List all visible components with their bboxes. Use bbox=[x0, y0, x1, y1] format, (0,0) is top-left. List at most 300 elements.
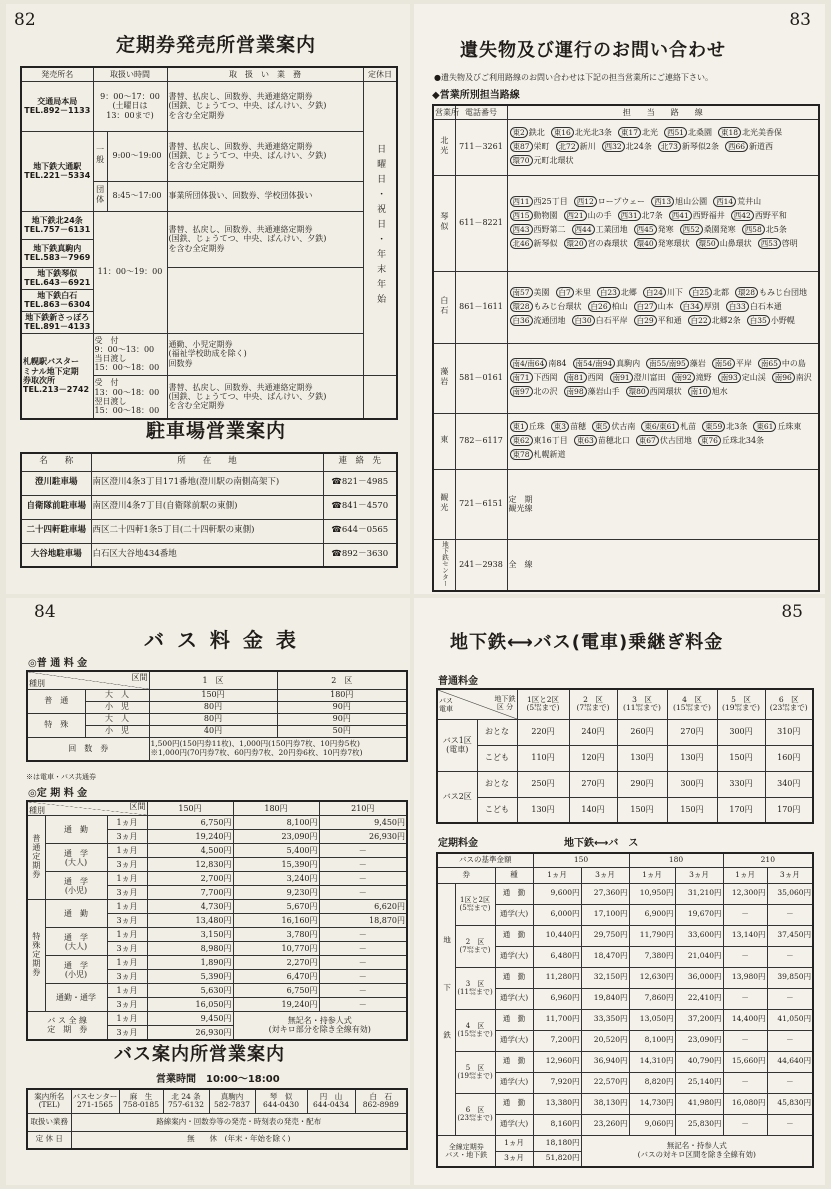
col-header: 150円 bbox=[147, 801, 233, 816]
ticket-type: 通 勤 bbox=[495, 925, 533, 946]
fare-value: 8,100円 bbox=[233, 816, 319, 830]
ippan-label bbox=[93, 131, 107, 181]
fare-category: 通 学 (小児) bbox=[45, 872, 107, 900]
fare-value: 9,230円 bbox=[233, 886, 319, 900]
route-name: 荒井山 bbox=[737, 197, 762, 206]
route-number-badge: 東18 bbox=[718, 127, 741, 138]
route-list bbox=[507, 119, 819, 175]
route-number-badge: 西53 bbox=[758, 238, 781, 249]
route-item bbox=[711, 357, 752, 371]
office-name bbox=[433, 175, 455, 271]
route-name: 滝野 bbox=[695, 373, 712, 382]
col-header: 6 区 (23㌖まで) bbox=[765, 689, 813, 719]
route-name: ロープウェー bbox=[597, 197, 646, 206]
zone-label: 1区と2区 (5㌖まで) bbox=[455, 883, 495, 925]
fare-value: 170円 bbox=[765, 797, 813, 823]
group-label bbox=[27, 816, 45, 900]
route-item bbox=[509, 237, 558, 251]
fare-category: 通 学 (小児) bbox=[45, 956, 107, 984]
route-item bbox=[724, 140, 773, 154]
route-item bbox=[563, 209, 612, 223]
fare-value: － bbox=[723, 946, 767, 967]
route-item bbox=[617, 126, 658, 140]
office-tel: TEL.892－1133 bbox=[24, 106, 91, 115]
term-label: 1ヵ月 bbox=[107, 984, 147, 998]
page-title: 定期券発売所営業案内 bbox=[116, 34, 317, 56]
closed-days-text: 日曜日・祝日・年末年始 bbox=[375, 144, 386, 310]
route-name: 丘珠北34条 bbox=[721, 436, 765, 445]
route-item bbox=[587, 300, 628, 314]
fare-category: 通 学 (大人) bbox=[45, 928, 107, 956]
office-label: 地下鉄琴似 bbox=[37, 268, 78, 278]
route-item bbox=[609, 371, 666, 385]
route-number-badge: 環20 bbox=[564, 238, 587, 249]
office-tel: TEL.583－7969 bbox=[24, 253, 91, 262]
route-number-badge: 白25 bbox=[689, 287, 712, 298]
fare-value: 150円 bbox=[149, 689, 277, 701]
fare-value: 29,750円 bbox=[581, 925, 629, 946]
route-item bbox=[509, 140, 550, 154]
commuter-fare-table bbox=[26, 800, 408, 1041]
fare-value: 3,780円 bbox=[233, 928, 319, 942]
route-number-badge: 西43 bbox=[510, 224, 533, 235]
route-number-badge: 環28 bbox=[735, 287, 758, 298]
route-number-badge: 白30 bbox=[572, 315, 595, 326]
route-number-badge: 白27 bbox=[634, 301, 657, 312]
route-list bbox=[507, 413, 819, 469]
fare-value: 33,350円 bbox=[581, 1009, 629, 1030]
fare-value: 18,180円 bbox=[533, 1135, 581, 1151]
term-header: 1ヵ月 bbox=[533, 867, 581, 883]
fare-value: 11,700円 bbox=[533, 1009, 581, 1030]
office-label: 地下鉄北24条 bbox=[31, 215, 83, 225]
table-row bbox=[21, 471, 397, 495]
zone-label: 4 区 (15㌖まで) bbox=[455, 1009, 495, 1051]
route-list: 定 期 観光線 bbox=[507, 469, 819, 539]
fare-value: 12,300円 bbox=[723, 883, 767, 904]
fare-value: 130円 bbox=[617, 745, 667, 771]
fare-value: 41,980円 bbox=[675, 1093, 723, 1114]
section-subtitle: 地下鉄⟷バ ス bbox=[564, 838, 639, 849]
diag-header bbox=[437, 689, 517, 719]
route-name: 北都 bbox=[712, 288, 729, 297]
route-number-badge: 南81 bbox=[564, 372, 587, 383]
table-row bbox=[21, 519, 397, 543]
route-number-badge: 白29 bbox=[634, 315, 657, 326]
fare-value: 33,600円 bbox=[675, 925, 723, 946]
ticket-type: 通 勤 bbox=[495, 967, 533, 988]
route-item bbox=[642, 286, 683, 300]
fare-category: 通 勤 bbox=[45, 900, 107, 928]
age-label: おとな bbox=[477, 719, 517, 745]
route-name: 西岡 bbox=[587, 373, 604, 382]
route-number-badge: 東67 bbox=[636, 435, 659, 446]
route-item bbox=[591, 420, 635, 434]
fare-value: 6,750円 bbox=[147, 816, 233, 830]
route-name: 丘珠 bbox=[528, 422, 545, 431]
office-tel: 721－6151 bbox=[455, 469, 507, 539]
fare-value: 20,520円 bbox=[581, 1030, 629, 1051]
office-task-empty bbox=[167, 267, 363, 333]
fare-value: － bbox=[767, 1030, 813, 1051]
ticket-type: 通 勤 bbox=[495, 1009, 533, 1030]
term-header: 3ヵ月 bbox=[581, 867, 629, 883]
ticket-office-table bbox=[20, 66, 398, 420]
zone-label: バス2区 bbox=[437, 771, 477, 823]
table-row bbox=[437, 1135, 813, 1151]
route-name: 南84 bbox=[548, 359, 567, 368]
route-number-badge: 西42 bbox=[731, 210, 754, 221]
fare-value: 12,630円 bbox=[629, 967, 675, 988]
office-tel: 611－8221 bbox=[455, 175, 507, 271]
fare-value: 23,090円 bbox=[675, 1030, 723, 1051]
parking-table bbox=[20, 452, 398, 568]
route-number-badge: 東17 bbox=[618, 127, 641, 138]
section-title: 定期料金 bbox=[438, 838, 478, 849]
fare-value: 90円 bbox=[277, 713, 407, 725]
fare-value: 12,830円 bbox=[147, 858, 233, 872]
fare-value: 37,200円 bbox=[675, 1009, 723, 1030]
route-number-badge: 環80 bbox=[626, 386, 649, 397]
place-name: 真駒内 bbox=[220, 1091, 244, 1101]
route-item bbox=[509, 357, 567, 371]
fare-value: 130円 bbox=[517, 797, 569, 823]
fare-value: 14,400円 bbox=[723, 1009, 767, 1030]
fare-value: 32,150円 bbox=[581, 967, 629, 988]
section-title: ◎定 期 料 金 bbox=[28, 788, 88, 799]
office-name bbox=[433, 343, 455, 413]
page-84 bbox=[6, 598, 410, 1185]
fare-value: 16,160円 bbox=[233, 914, 319, 928]
annai-task: 路線案内・回数券等の発売・時刻表の発売・配布 bbox=[71, 1113, 407, 1131]
kukan-label: 区間 bbox=[131, 672, 148, 682]
route-name: 新琴似 bbox=[533, 239, 558, 248]
fare-value: 36,940円 bbox=[581, 1051, 629, 1072]
route-item bbox=[668, 209, 725, 223]
col-header: 1 区 bbox=[149, 671, 277, 689]
route-number-badge: 東6/東61 bbox=[641, 421, 679, 432]
route-number-badge: 西44 bbox=[572, 224, 595, 235]
route-name: 定山渓 bbox=[741, 373, 766, 382]
route-item bbox=[663, 126, 712, 140]
route-number-badge: 南98 bbox=[564, 386, 587, 397]
fare-value: － bbox=[723, 904, 767, 925]
route-name: 平岸 bbox=[735, 359, 752, 368]
zone-label: バス1区 (電車) bbox=[437, 719, 477, 771]
route-name: 流通団地 bbox=[533, 316, 566, 325]
route-item bbox=[573, 195, 645, 209]
fare-category: 通 学 (大人) bbox=[45, 844, 107, 872]
annai-place bbox=[209, 1089, 255, 1113]
route-name: 美園 bbox=[533, 288, 550, 297]
fare-value: 19,240円 bbox=[233, 998, 319, 1012]
route-name: 伏古団地 bbox=[659, 436, 692, 445]
route-number-badge: 南54/南94 bbox=[573, 358, 616, 369]
office-label: 地下鉄真駒内 bbox=[33, 243, 82, 253]
route-name: 南沢 bbox=[795, 373, 812, 382]
fare-sub: 小 児 bbox=[85, 725, 149, 737]
fare-value: 7,200円 bbox=[533, 1030, 581, 1051]
office-tel: TEL.891－4133 bbox=[24, 322, 91, 331]
route-item bbox=[509, 420, 545, 434]
place-name: バスセンター bbox=[72, 1091, 118, 1101]
route-number-badge: 西21 bbox=[564, 210, 587, 221]
fare-value: 170円 bbox=[717, 797, 765, 823]
office-label: 地下鉄新さっぽろ bbox=[25, 312, 90, 322]
route-item bbox=[509, 154, 574, 168]
route-name: 西野第二 bbox=[533, 225, 566, 234]
base-value: 150 bbox=[533, 853, 629, 867]
fare-value: 8,160円 bbox=[533, 1114, 581, 1135]
route-number-badge: 西32 bbox=[602, 141, 625, 152]
route-name: 北5条 bbox=[765, 225, 787, 234]
route-list bbox=[507, 343, 819, 413]
zensen-note: 無記名・持参人式 (対キロ部分を除き全線有効) bbox=[233, 1012, 407, 1040]
fare-sub: 大 人 bbox=[85, 713, 149, 725]
route-name: 北郷2条 bbox=[711, 316, 741, 325]
fare-value: 23,090円 bbox=[233, 830, 319, 844]
fare-value: 8,980円 bbox=[147, 942, 233, 956]
office-tel: TEL.221－5334 bbox=[24, 171, 91, 180]
fare-value: 13,140円 bbox=[723, 925, 767, 946]
route-name: 旭山公園 bbox=[675, 197, 708, 206]
term-label: 3ヵ月 bbox=[107, 970, 147, 984]
route-name: 山の手 bbox=[587, 211, 612, 220]
col-header: 定休日 bbox=[363, 67, 397, 81]
fare-value: 9,060円 bbox=[629, 1114, 675, 1135]
route-number-badge: 東59 bbox=[702, 421, 725, 432]
route-item bbox=[509, 448, 566, 462]
route-item bbox=[571, 223, 628, 237]
route-name: 米里 bbox=[574, 288, 591, 297]
fare-value: 2,700円 bbox=[147, 872, 233, 886]
fare-value: － bbox=[723, 1072, 767, 1093]
fare-value: 9,450円 bbox=[319, 816, 407, 830]
fare-value: 11,280円 bbox=[533, 967, 581, 988]
zone-label: 5 区 (19㌖まで) bbox=[455, 1051, 495, 1093]
office-task: 事業所団体扱い、回数券、学校団体扱い bbox=[167, 181, 363, 211]
annai-closed-label: 定 休 日 bbox=[27, 1131, 71, 1149]
col-header: 連 絡 先 bbox=[323, 453, 397, 471]
closed-days bbox=[363, 81, 397, 375]
office-name-text: 東 bbox=[439, 434, 449, 445]
office-tel: 241－2938 bbox=[455, 539, 507, 591]
route-name: 柏山 bbox=[611, 302, 628, 311]
route-name: 西野平和 bbox=[754, 211, 787, 220]
kaisuu-note: ※は電車・バス共通券 bbox=[26, 773, 96, 781]
fare-value: － bbox=[319, 998, 407, 1012]
fare-value: 14,730円 bbox=[629, 1093, 675, 1114]
col-header: 4 区 (15㌖まで) bbox=[667, 689, 717, 719]
fare-value: 90円 bbox=[277, 701, 407, 713]
route-name: 栄町 bbox=[533, 142, 550, 151]
parking-tel: ☎644－0565 bbox=[323, 519, 397, 543]
route-number-badge: 南93 bbox=[718, 372, 741, 383]
table-row bbox=[437, 1009, 813, 1030]
table-row bbox=[437, 1051, 813, 1072]
office-hours: 9：00～17：00 (土曜日は 13：00まで) bbox=[93, 81, 167, 131]
office-tel: 581－0161 bbox=[455, 343, 507, 413]
fare-value: 13,050円 bbox=[629, 1009, 675, 1030]
fare-value: 6,960円 bbox=[533, 988, 581, 1009]
fare-value: 8,820円 bbox=[629, 1072, 675, 1093]
annai-closed: 無 休 (年末・年始を除く) bbox=[71, 1131, 407, 1149]
route-item bbox=[563, 371, 604, 385]
fare-value: 5,400円 bbox=[233, 844, 319, 858]
fare-value: － bbox=[767, 904, 813, 925]
route-name: 白石本通 bbox=[749, 302, 782, 311]
fare-value: 7,860円 bbox=[629, 988, 675, 1009]
page-title: バ ス 料 金 表 bbox=[144, 628, 299, 652]
fare-value: － bbox=[767, 1072, 813, 1093]
term-label: 3ヵ月 bbox=[107, 830, 147, 844]
col-header: 営業所 bbox=[433, 105, 455, 119]
route-number-badge: 東78 bbox=[510, 449, 533, 460]
table-row bbox=[437, 883, 813, 904]
term-label: 1ヵ月 bbox=[107, 844, 147, 858]
term-label: 1ヵ月 bbox=[107, 872, 147, 886]
annai-title: バス案内所営業案内 bbox=[114, 1044, 285, 1065]
fare-value: 23,260円 bbox=[581, 1114, 629, 1135]
route-name: 西岡環状 bbox=[649, 387, 682, 396]
table-row bbox=[27, 900, 407, 914]
fare-value: 16,080円 bbox=[723, 1093, 767, 1114]
route-number-badge: 環28 bbox=[510, 301, 533, 312]
office-task: 書替、払戻し、回数券、共通連絡定期券 (国鉄、じょうてつ、中央、ばんけい、夕鉄) を含む全定期券 bbox=[167, 375, 363, 419]
fare-value: 13,380円 bbox=[533, 1093, 581, 1114]
fare-value: － bbox=[723, 1114, 767, 1135]
fare-value: 7,700円 bbox=[147, 886, 233, 900]
route-number-badge: 北46 bbox=[510, 238, 533, 249]
fare-value: 310円 bbox=[765, 719, 813, 745]
route-item bbox=[752, 420, 801, 434]
ticket-type: 通学(大) bbox=[495, 1072, 533, 1093]
route-item bbox=[671, 371, 712, 385]
place-name: 白 石 bbox=[369, 1091, 392, 1101]
route-number-badge: 東87 bbox=[510, 141, 533, 152]
office-task: 書替、払戻し、回数券、共通連絡定期券 (国鉄、じょうてつ、中央、ばんけい、夕鉄) を含む全定期券 bbox=[167, 81, 363, 131]
route-name: 札苗 bbox=[680, 422, 697, 431]
route-number-badge: 環40 bbox=[634, 238, 657, 249]
fare-value: 19,670円 bbox=[675, 904, 723, 925]
route-name: 白石平岸 bbox=[595, 316, 628, 325]
term-label: 1ヵ月 bbox=[107, 956, 147, 970]
fare-value: 330円 bbox=[717, 771, 765, 797]
route-item bbox=[625, 385, 682, 399]
office-name-text: 琴似 bbox=[439, 211, 449, 232]
term-label: 3ヵ月 bbox=[495, 1151, 533, 1167]
route-item bbox=[657, 140, 719, 154]
fare-value: － bbox=[319, 970, 407, 984]
fare-value: 16,050円 bbox=[147, 998, 233, 1012]
fare-value: 27,360円 bbox=[581, 883, 629, 904]
parking-name: 大谷地駐車場 bbox=[21, 543, 91, 567]
base-value: 210 bbox=[723, 853, 813, 867]
route-item bbox=[757, 237, 798, 251]
fare-value: － bbox=[319, 928, 407, 942]
route-item bbox=[701, 420, 747, 434]
route-name: 藻岩山手 bbox=[587, 387, 620, 396]
fare-value: － bbox=[767, 988, 813, 1009]
route-name: 中の島 bbox=[781, 359, 806, 368]
parking-name: 二十四軒駐車場 bbox=[21, 519, 91, 543]
table-row bbox=[21, 495, 397, 519]
fare-value: 260円 bbox=[617, 719, 667, 745]
page-title: 地下鉄⟷バス(電車)乗継ぎ料金 bbox=[450, 632, 724, 653]
age-label: こども bbox=[477, 797, 517, 823]
route-number-badge: 白24 bbox=[643, 287, 666, 298]
route-number-badge: 環50 bbox=[696, 238, 719, 249]
route-name: 北光 bbox=[641, 128, 658, 137]
kukan-label: 区間 bbox=[129, 802, 146, 811]
route-name: 鉄北 bbox=[528, 128, 545, 137]
route-name: 川下 bbox=[666, 288, 683, 297]
age-label: こども bbox=[477, 745, 517, 771]
route-name: もみじ台環状 bbox=[533, 302, 582, 311]
fare-value: 15,390円 bbox=[233, 858, 319, 872]
office-tel: 782－6117 bbox=[455, 413, 507, 469]
route-name: 澄川富田 bbox=[633, 373, 666, 382]
transfer-commuter-table bbox=[436, 852, 814, 1168]
ticket-type: 通学(大) bbox=[495, 904, 533, 925]
route-name: 苗穂 bbox=[570, 422, 587, 431]
route-item bbox=[509, 371, 558, 385]
route-item bbox=[741, 223, 787, 237]
base-label: バスの基準金額 bbox=[437, 853, 533, 867]
group-label-text: 特殊定期券 bbox=[31, 932, 41, 978]
route-number-badge: 西31 bbox=[618, 210, 641, 221]
route-number-badge: 西58 bbox=[742, 224, 765, 235]
fare-value: 4,500円 bbox=[147, 844, 233, 858]
route-name: 宮の森環状 bbox=[587, 239, 628, 248]
fare-value: 15,660円 bbox=[723, 1051, 767, 1072]
route-name: 藻岩 bbox=[689, 359, 706, 368]
route-name: 苗穂北口 bbox=[597, 436, 630, 445]
route-name: 北の沢 bbox=[533, 387, 558, 396]
parking-title: 駐車場営業案内 bbox=[146, 420, 287, 442]
term-label: 1ヵ月 bbox=[495, 1135, 533, 1151]
col-header: 発売所名 bbox=[21, 67, 93, 81]
route-name: 山鼻環状 bbox=[719, 239, 752, 248]
office-name bbox=[21, 239, 93, 267]
route-item bbox=[687, 314, 741, 328]
col-header: 2 区 bbox=[277, 671, 407, 689]
place-tel: 582-7837 bbox=[214, 1100, 250, 1110]
route-item bbox=[509, 209, 558, 223]
place-tel: 271-1565 bbox=[77, 1100, 113, 1110]
subway-label-text: 地下鉄 bbox=[442, 936, 452, 1079]
ticket-type: 通 勤 bbox=[495, 883, 533, 904]
parking-name: 澄川駐車場 bbox=[21, 471, 91, 495]
fare-value: 13,480円 bbox=[147, 914, 233, 928]
fare-value: 10,440円 bbox=[533, 925, 581, 946]
route-item bbox=[572, 357, 641, 371]
place-tel: 757-6132 bbox=[168, 1100, 204, 1110]
table-row bbox=[27, 928, 407, 942]
fare-value: － bbox=[319, 984, 407, 998]
table-row bbox=[27, 872, 407, 886]
route-item bbox=[601, 140, 652, 154]
route-name: 平和通 bbox=[657, 316, 682, 325]
fare-value: 270円 bbox=[667, 719, 717, 745]
route-item bbox=[563, 385, 620, 399]
annai-hours: 営業時間 10:00～18:00 bbox=[156, 1074, 280, 1085]
fare-value: 39,850円 bbox=[767, 967, 813, 988]
route-number-badge: 環70 bbox=[510, 155, 533, 166]
zensen-label: バ ス 全 線 定 期 券 bbox=[27, 1012, 107, 1040]
fare-value: 10,770円 bbox=[233, 942, 319, 956]
ticket-type: 通 勤 bbox=[495, 1093, 533, 1114]
